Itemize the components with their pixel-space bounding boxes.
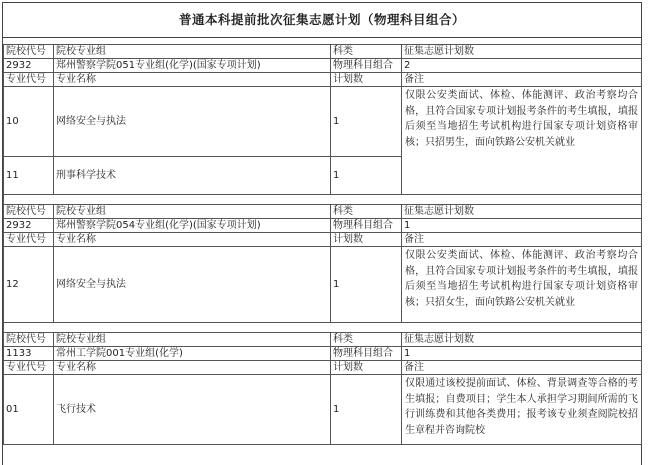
- group-header-row: [4, 205, 642, 219]
- major-plan: 1: [331, 375, 402, 445]
- major-name: 网络安全与执法: [54, 87, 331, 157]
- major-plan: 1: [331, 157, 402, 195]
- subject-header: 科类: [331, 205, 402, 219]
- school-code: 2932: [4, 59, 54, 73]
- group-header-row: [4, 45, 642, 59]
- plan-document: [2, 2, 642, 465]
- major-code: 12: [4, 247, 54, 323]
- major-code: 01: [4, 375, 54, 445]
- major-name: 网络安全与执法: [54, 247, 331, 323]
- major-code-header: 专业代号: [4, 73, 54, 87]
- document-title: 普通本科提前批次征集志愿计划（物理科目组合）: [3, 3, 641, 38]
- group-spacer: [4, 323, 642, 333]
- major-code-header: 专业代号: [4, 361, 54, 375]
- remarks-header: 备注: [402, 361, 642, 375]
- school-group: 郑州警察学院054专业组(化学)(国家专项计划): [54, 219, 331, 233]
- school-group: 郑州警察学院051专业组(化学)(国家专项计划): [54, 59, 331, 73]
- major-remark: 仅限通过该校提前面试、体检、背景调查等合格的考生填报；自费项目；学生本人承担学习期间所需的飞行训练费和其他各类费用；报考该专业须查阅院校招生章程并咨询院校: [402, 375, 642, 445]
- major-header-row: [4, 73, 642, 87]
- school-group-header: 院校专业组: [54, 333, 331, 347]
- major-name: 刑事科学技术: [54, 157, 331, 195]
- group-info-row: [4, 219, 642, 233]
- major-plan: 1: [331, 247, 402, 323]
- major-name-header: 专业名称: [54, 73, 331, 87]
- school-group-header: 院校专业组: [54, 205, 331, 219]
- plan-num-header: 计划数: [331, 361, 402, 375]
- major-remark: 仅限公安类面试、体检、体能测评、政治考察均合格，且符合国家专项计划报考条件的考生填报，填报后须至当地招生考试机构进行国家专项计划资格审核；只招男生，面向铁路公安机关就业: [402, 87, 642, 195]
- plan-count-header: 征集志愿计划数: [402, 205, 642, 219]
- plan-count: 2: [402, 59, 642, 73]
- major-code: 10: [4, 87, 54, 157]
- major-name-header: 专业名称: [54, 233, 331, 247]
- major-code: 11: [4, 157, 54, 195]
- major-plan: 1: [331, 87, 402, 157]
- group-spacer: [4, 195, 642, 205]
- plan-num-header: 计划数: [331, 73, 402, 87]
- subject-header: 科类: [331, 45, 402, 59]
- major-header-row: [4, 233, 642, 247]
- school-code: 1133: [4, 347, 54, 361]
- school-code: 2932: [4, 219, 54, 233]
- subject: 物理科目组合: [331, 219, 402, 233]
- plan-count-header: 征集志愿计划数: [402, 45, 642, 59]
- major-row: [4, 375, 642, 445]
- major-name: 飞行技术: [54, 375, 331, 445]
- major-code-header: 专业代号: [4, 233, 54, 247]
- school-code-header: 院校代号: [4, 45, 54, 59]
- group-info-row: [4, 59, 642, 73]
- plan-table: [3, 44, 642, 445]
- school-code-header: 院校代号: [4, 333, 54, 347]
- remarks-header: 备注: [402, 73, 642, 87]
- plan-count: 1: [402, 347, 642, 361]
- major-name-header: 专业名称: [54, 361, 331, 375]
- plan-num-header: 计划数: [331, 233, 402, 247]
- school-group: 常州工学院001专业组(化学): [54, 347, 331, 361]
- subject: 物理科目组合: [331, 59, 402, 73]
- plan-count: 1: [402, 219, 642, 233]
- major-header-row: [4, 361, 642, 375]
- group-info-row: [4, 347, 642, 361]
- school-code-header: 院校代号: [4, 205, 54, 219]
- major-remark: 仅限公安类面试、体检、体能测评、政治考察均合格，且符合国家专项计划报考条件的考生填报，填报后须至当地招生考试机构进行国家专项计划资格审核；只招女生，面向铁路公安机关就业: [402, 247, 642, 323]
- plan-count-header: 征集志愿计划数: [402, 333, 642, 347]
- group-header-row: [4, 333, 642, 347]
- subject: 物理科目组合: [331, 347, 402, 361]
- major-row: [4, 247, 642, 323]
- major-row: [4, 87, 642, 157]
- school-group-header: 院校专业组: [54, 45, 331, 59]
- subject-header: 科类: [331, 333, 402, 347]
- remarks-header: 备注: [402, 233, 642, 247]
